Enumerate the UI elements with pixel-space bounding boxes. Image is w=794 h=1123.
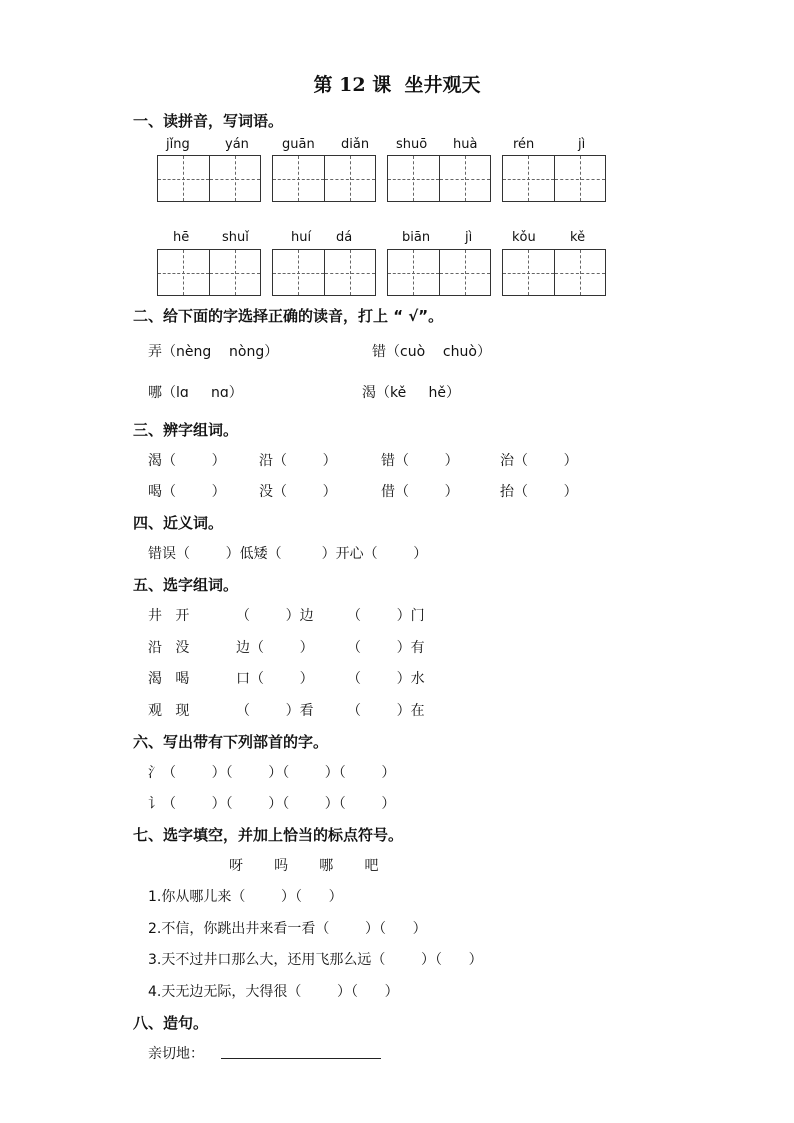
char-pair: 观 现 — [148, 703, 190, 719]
pinyin-label: rén — [513, 137, 535, 152]
word-blank[interactable]: 没（ ） — [259, 484, 337, 500]
choice-words: 呀 吗 哪 吧 — [229, 858, 379, 874]
pinyin-label: dá — [336, 230, 353, 245]
pinyin-label: jǐng — [166, 137, 190, 152]
pinyin-label: yán — [225, 137, 249, 152]
page-title: 第 12 课 坐井观天 — [313, 74, 481, 96]
word-blank[interactable]: （ ）边 — [236, 608, 314, 624]
fill-sentence[interactable]: 2.不信，你跳出井来看一看（ ）（ ） — [148, 921, 427, 937]
word-blank[interactable]: （ ）看 — [236, 703, 314, 719]
synonym-blanks[interactable]: 错误（ ）低矮（ ）开心（ ） — [148, 546, 428, 562]
writing-grid[interactable] — [387, 155, 491, 202]
pinyin-label: huà — [453, 137, 478, 152]
writing-grid[interactable] — [272, 155, 376, 202]
reading-choice[interactable]: 弄（nèng nòng） — [148, 344, 279, 360]
word-blank[interactable]: 沿（ ） — [259, 453, 337, 469]
pinyin-label: guān — [282, 137, 315, 152]
section-8-heading: 八、造句。 — [133, 1014, 209, 1032]
pinyin-label: hē — [173, 230, 190, 245]
writing-grid[interactable] — [387, 249, 491, 296]
char-pair: 井 开 — [148, 608, 190, 624]
word-blank[interactable]: 治（ ） — [500, 453, 578, 469]
word-blank[interactable]: 借（ ） — [381, 484, 459, 500]
sentence-label: 亲切地： — [148, 1046, 204, 1062]
pinyin-label: diǎn — [341, 137, 370, 152]
pinyin-label: jì — [465, 230, 473, 245]
writing-grid[interactable] — [502, 155, 606, 202]
char-pair: 沿 没 — [148, 640, 190, 656]
sentence-answer-line[interactable] — [221, 1057, 381, 1059]
pinyin-label: shuō — [396, 137, 428, 152]
pinyin-label: shuǐ — [222, 230, 249, 245]
section-6-heading: 六、写出带有下列部首的字。 — [133, 733, 329, 751]
pinyin-label: kě — [570, 230, 586, 245]
section-7-heading: 七、选字填空，并加上恰当的标点符号。 — [133, 826, 404, 844]
section-4-heading: 四、近义词。 — [133, 514, 224, 532]
word-blank[interactable]: 口（ ） — [236, 671, 314, 687]
word-blank[interactable]: （ ）水 — [347, 671, 425, 687]
section-5-heading: 五、选字组词。 — [133, 576, 239, 594]
fill-sentence[interactable]: 3.天不过井口那么大，还用飞那么远（ ）（ ） — [148, 952, 483, 968]
section-1-heading: 一、读拼音，写词语。 — [133, 112, 284, 130]
word-blank[interactable]: 渴（ ） — [148, 453, 226, 469]
pinyin-label: biān — [402, 230, 431, 245]
writing-grid[interactable] — [157, 155, 261, 202]
word-blank[interactable]: 错（ ） — [381, 453, 459, 469]
pinyin-label: jì — [578, 137, 586, 152]
word-blank[interactable]: （ ）在 — [347, 703, 425, 719]
writing-grid[interactable] — [157, 249, 261, 296]
reading-choice[interactable]: 渴（kě hě） — [362, 385, 460, 401]
radical-blanks[interactable]: 氵（ ）（ ）（ ）（ ） — [148, 765, 396, 781]
reading-choice[interactable]: 错（cuò chuò） — [372, 344, 491, 360]
section-2-heading: 二、给下面的字选择正确的读音，打上 “ √”。 — [133, 307, 444, 325]
section-3-heading: 三、辨字组词。 — [133, 421, 239, 439]
char-pair: 渴 喝 — [148, 671, 190, 687]
word-blank[interactable]: 抬（ ） — [500, 484, 578, 500]
pinyin-label: huí — [291, 230, 312, 245]
writing-grid[interactable] — [272, 249, 376, 296]
word-blank[interactable]: （ ）有 — [347, 640, 425, 656]
fill-sentence[interactable]: 1.你从哪儿来（ ）（ ） — [148, 889, 343, 905]
word-blank[interactable]: 喝（ ） — [148, 484, 226, 500]
pinyin-label: kǒu — [512, 230, 536, 245]
fill-sentence[interactable]: 4.天无边无际，大得很（ ）（ ） — [148, 984, 399, 1000]
reading-choice[interactable]: 哪（lɑ nɑ） — [148, 385, 243, 401]
word-blank[interactable]: （ ）门 — [347, 608, 425, 624]
word-blank[interactable]: 边（ ） — [236, 640, 314, 656]
writing-grid[interactable] — [502, 249, 606, 296]
radical-blanks[interactable]: 讠（ ）（ ）（ ）（ ） — [148, 796, 396, 812]
